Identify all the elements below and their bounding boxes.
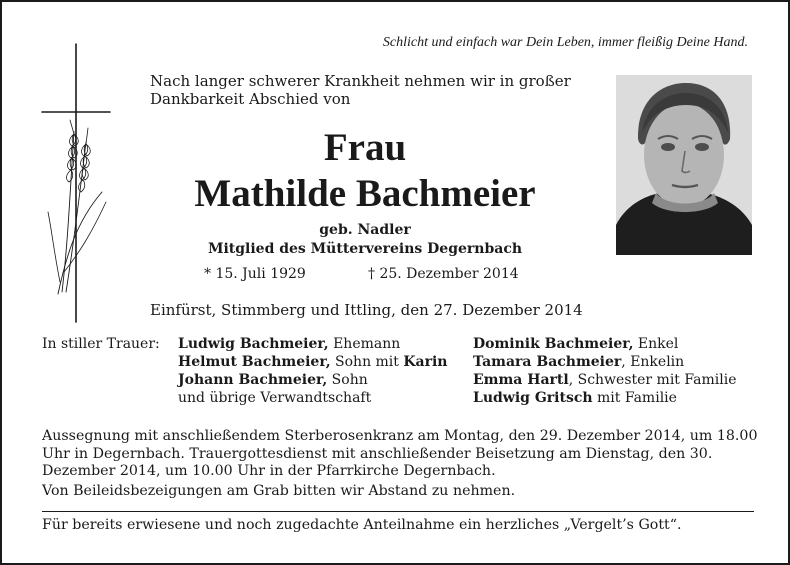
place-and-date: Einfürst, Stimmberg und Ittling, den 27. Dezember 2014 xyxy=(150,301,583,319)
intro-line-1: Nach langer schwerer Krankheit nehmen wir in großer xyxy=(150,72,571,90)
mourner-relation: Ehemann xyxy=(328,336,401,352)
service-information xyxy=(42,428,762,500)
mourner-name: Tamara Bachmeier xyxy=(473,354,622,370)
mourner-relation: mit Familie xyxy=(592,390,677,406)
mourners-right-column xyxy=(473,335,737,407)
motto: Schlicht und einfach war Dein Leben, immer fleißig Deine Hand. xyxy=(382,35,748,50)
mourner-name: Ludwig Bachmeier, xyxy=(178,336,329,352)
mourner-entry xyxy=(473,371,737,389)
service-text: Aussegnung mit anschließendem Sterberosenkranz am Montag, den 29. Dezember 2014, um 18.00 Uhr in Degernbach. Trauergottesdienst mit anschließender Beisetzung am Dienstag, den 30. Dezember 2014, um 10.00 Uhr in der Pfarrkirche Degernbach. xyxy=(42,428,758,479)
mourner-entry xyxy=(178,353,448,371)
salutation: Frau xyxy=(323,126,407,169)
portrait-photo-image xyxy=(616,75,752,255)
mourner-name: Emma Hartl xyxy=(473,372,569,388)
mourner-entry xyxy=(473,353,737,371)
mourner-entry xyxy=(473,389,737,407)
condolence-note: Von Beileidsbezeigungen am Grab bitten wir Abstand zu nehmen. xyxy=(42,482,516,499)
deceased-name: Mathilde Bachmeier xyxy=(194,172,536,215)
mourner-relation: Sohn mit xyxy=(330,354,404,370)
mourner-entry xyxy=(178,371,448,389)
mourner-name: Johann Bachmeier, xyxy=(178,372,328,388)
mourner-name: Dominik Bachmeier, xyxy=(473,336,634,352)
portrait-photo xyxy=(616,75,752,255)
mourner-relation: Enkel xyxy=(633,336,679,352)
mourner-name: Ludwig Gritsch xyxy=(473,390,593,406)
intro-line-2: Dankbarkeit Abschied von xyxy=(150,90,351,108)
intro-text xyxy=(150,72,571,108)
thanks-line: Für bereits erwiesene und noch zugedachte Anteilnahme ein herzliches „Vergelt’s Gott“. xyxy=(42,517,682,533)
birth-name: geb. Nadler xyxy=(319,222,411,238)
mourner-relation: , Schwester mit Familie xyxy=(568,372,737,388)
cross-with-wheat-icon xyxy=(40,42,140,324)
mourners-left-column xyxy=(178,335,448,407)
mourner-relation: und übrige Verwandtschaft xyxy=(178,390,372,406)
mourner-entry xyxy=(473,335,737,353)
mourner-entry xyxy=(178,389,448,407)
divider xyxy=(42,511,754,512)
death-date: † 25. Dezember 2014 xyxy=(368,266,519,282)
mourner-partner: Karin xyxy=(403,354,448,370)
mourner-relation: Sohn xyxy=(327,372,368,388)
mourners-label: In stiller Trauer: xyxy=(42,336,160,352)
mourner-relation: , Enkelin xyxy=(621,354,685,370)
birth-date: * 15. Juli 1929 xyxy=(204,266,306,282)
membership: Mitglied des Müttervereins Degernbach xyxy=(207,241,523,257)
mourner-entry xyxy=(178,335,448,353)
mourner-name: Helmut Bachmeier, xyxy=(178,354,331,370)
